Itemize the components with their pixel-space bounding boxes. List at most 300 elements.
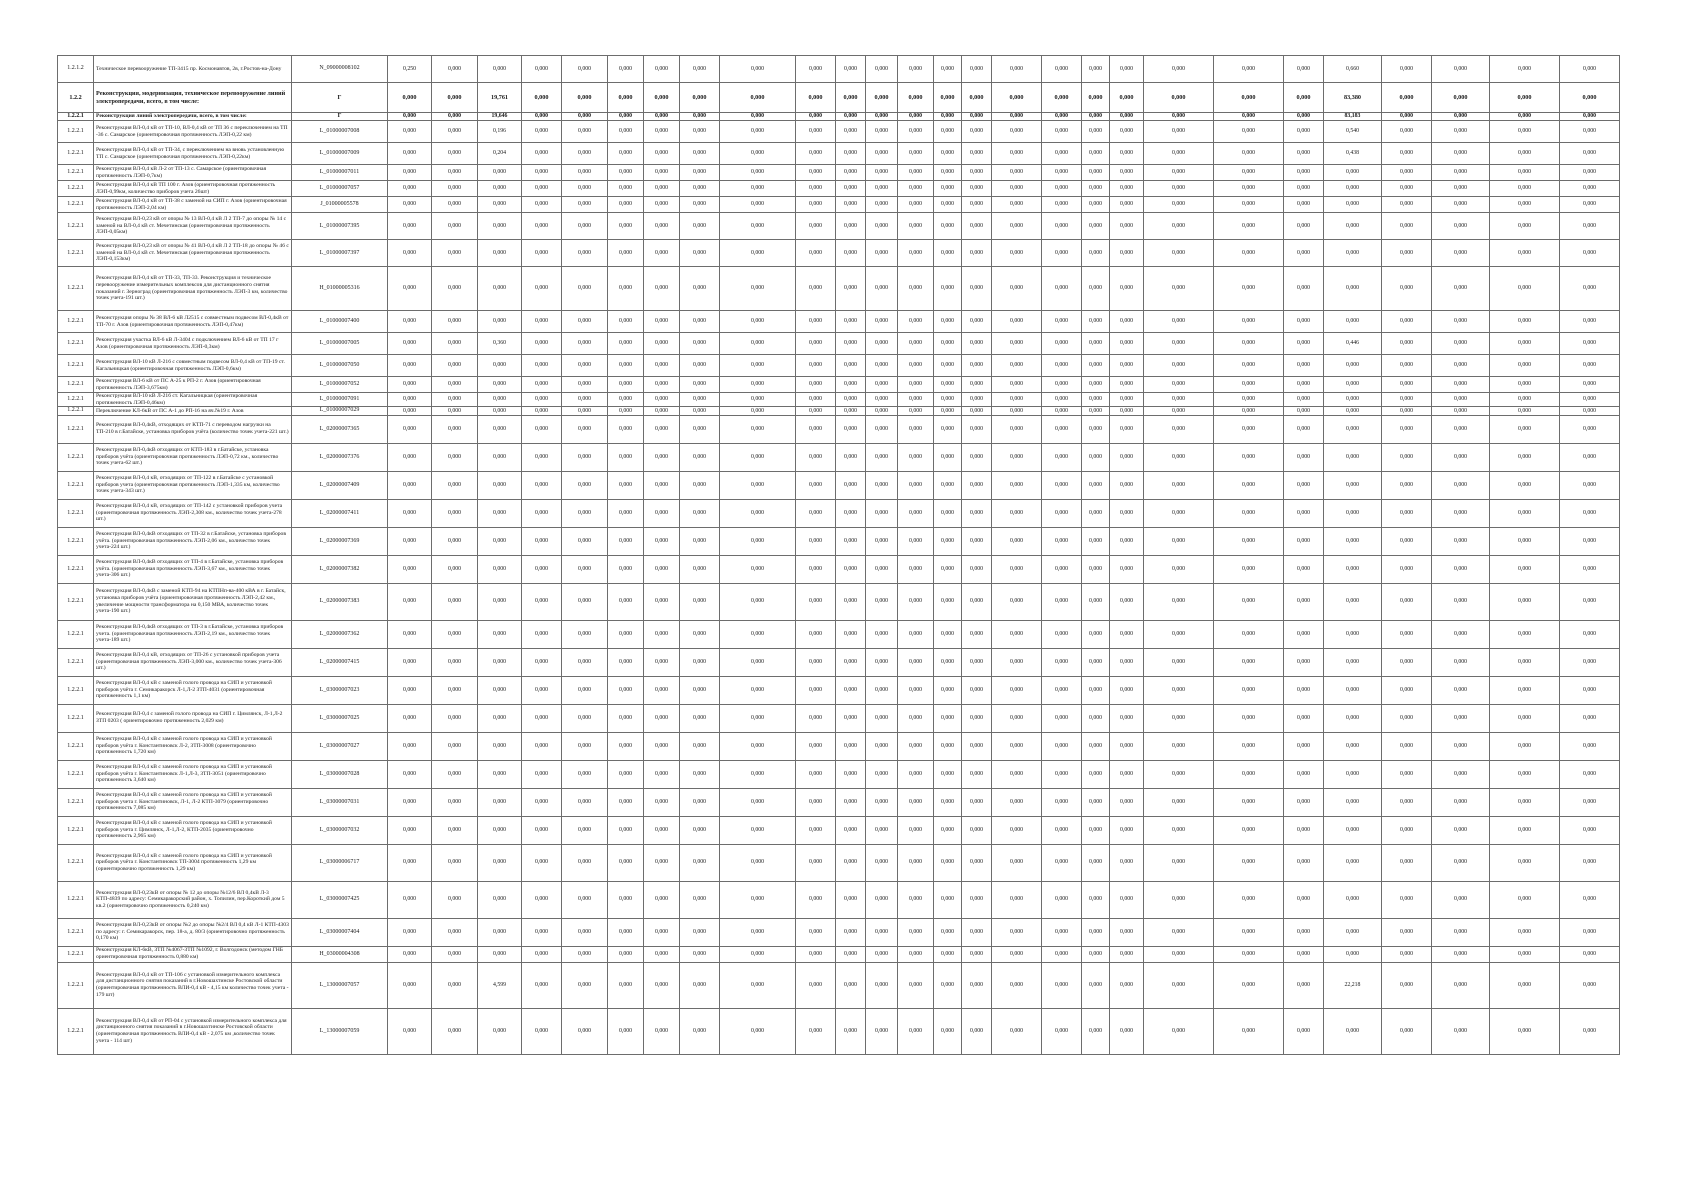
value-cell: 0,000 <box>720 267 796 311</box>
value-cell: 0,000 <box>898 962 934 1008</box>
value-cell: 0,000 <box>866 56 898 83</box>
value-cell: 0,000 <box>1110 121 1144 143</box>
value-cell: 0,000 <box>1082 393 1110 407</box>
value-cell: 0,000 <box>934 620 962 648</box>
value-cell: 0,000 <box>866 704 898 732</box>
value-cell: 0,000 <box>562 1008 608 1054</box>
value-cell: 0,000 <box>866 181 898 197</box>
value-cell: 0,000 <box>796 443 836 471</box>
value-cell: 0,000 <box>836 197 866 213</box>
value-cell: 0,000 <box>934 121 962 143</box>
value-cell: 0,000 <box>1110 760 1144 788</box>
value-cell: 0,000 <box>796 355 836 377</box>
value-cell: 0,000 <box>992 881 1042 918</box>
value-cell: 0,000 <box>522 197 562 213</box>
project-id-cell: L_01000007400 <box>292 311 388 333</box>
value-cell: 0,000 <box>796 499 836 527</box>
table-row <box>58 732 1620 760</box>
value-cell: 0,000 <box>1042 583 1082 620</box>
value-cell: 0,000 <box>562 121 608 143</box>
value-cell: 0,000 <box>608 143 644 165</box>
value-cell: 0,000 <box>562 355 608 377</box>
value-cell: 0,000 <box>478 788 522 816</box>
value-cell: 0,000 <box>680 355 720 377</box>
value-cell: 0,000 <box>388 676 432 704</box>
value-cell: 0,000 <box>680 311 720 333</box>
value-cell: 0,000 <box>1110 311 1144 333</box>
value-cell: 0,000 <box>432 197 478 213</box>
value-cell: 0,000 <box>1382 648 1432 676</box>
value-cell: 0,000 <box>644 415 680 443</box>
value-cell: 0,000 <box>1042 165 1082 181</box>
table-row <box>58 240 1620 267</box>
value-cell: 0,000 <box>1490 267 1560 311</box>
value-cell: 0,000 <box>836 333 866 355</box>
value-cell: 0,000 <box>522 113 562 121</box>
value-cell: 0,000 <box>1324 355 1382 377</box>
value-cell: 0,000 <box>644 240 680 267</box>
value-cell: 0,000 <box>522 311 562 333</box>
value-cell: 0,000 <box>1382 355 1432 377</box>
value-cell: 0,000 <box>1560 583 1620 620</box>
value-cell: 0,000 <box>1214 181 1284 197</box>
value-cell: 0,000 <box>796 267 836 311</box>
value-cell: 0,000 <box>1144 732 1214 760</box>
value-cell: 0,000 <box>720 816 796 844</box>
value-cell: 0,000 <box>796 881 836 918</box>
value-cell: 0,000 <box>644 732 680 760</box>
value-cell: 0,000 <box>1082 499 1110 527</box>
value-cell: 0,000 <box>934 583 962 620</box>
value-cell: 0,000 <box>1082 267 1110 311</box>
value-cell: 0,000 <box>1110 676 1144 704</box>
value-cell: 0,000 <box>720 844 796 881</box>
value-cell: 0,000 <box>1490 918 1560 946</box>
value-cell: 0,000 <box>1042 471 1082 499</box>
value-cell: 0,000 <box>720 648 796 676</box>
value-cell: 0,000 <box>1284 946 1324 962</box>
value-cell: 0,000 <box>796 844 836 881</box>
value-cell: 0,000 <box>1432 499 1490 527</box>
value-cell: 0,000 <box>1144 240 1214 267</box>
value-cell: 0,000 <box>432 732 478 760</box>
value-cell: 0,000 <box>866 816 898 844</box>
value-cell: 0,000 <box>1324 267 1382 311</box>
value-cell: 0,000 <box>608 816 644 844</box>
value-cell: 0,000 <box>1284 555 1324 583</box>
table-row <box>58 267 1620 311</box>
value-cell: 0,000 <box>1110 56 1144 83</box>
value-cell: 0,000 <box>1560 415 1620 443</box>
value-cell: 0,000 <box>1082 113 1110 121</box>
value-cell: 0,000 <box>1110 918 1144 946</box>
value-cell: 0,000 <box>608 881 644 918</box>
value-cell: 0,000 <box>962 1008 992 1054</box>
value-cell: 0,000 <box>1382 946 1432 962</box>
value-cell: 0,000 <box>934 355 962 377</box>
project-id-cell: L_03000007028 <box>292 760 388 788</box>
value-cell: 0,000 <box>432 704 478 732</box>
value-cell: 0,000 <box>608 443 644 471</box>
value-cell: 0,000 <box>1560 197 1620 213</box>
value-cell: 0,000 <box>836 499 866 527</box>
row-number-cell: 1.2.2.1 <box>58 527 94 555</box>
value-cell: 0,000 <box>1214 83 1284 113</box>
value-cell: 0,000 <box>866 267 898 311</box>
value-cell: 0,000 <box>388 181 432 197</box>
value-cell: 0,000 <box>608 393 644 407</box>
value-cell: 0,000 <box>680 555 720 583</box>
value-cell: 0,000 <box>608 197 644 213</box>
value-cell: 0,000 <box>608 583 644 620</box>
value-cell: 0,000 <box>1042 56 1082 83</box>
value-cell: 0,000 <box>1432 240 1490 267</box>
value-cell: 0,000 <box>522 213 562 240</box>
table-row <box>58 844 1620 881</box>
value-cell: 0,000 <box>836 143 866 165</box>
value-cell: 0,000 <box>562 165 608 181</box>
value-cell: 0,000 <box>562 788 608 816</box>
value-cell: 0,000 <box>1082 443 1110 471</box>
value-cell: 0,000 <box>644 962 680 1008</box>
value-cell: 0,000 <box>796 788 836 816</box>
value-cell: 0,000 <box>1214 213 1284 240</box>
value-cell: 0,000 <box>866 393 898 407</box>
value-cell: 0,000 <box>1490 881 1560 918</box>
value-cell: 0,000 <box>1560 393 1620 407</box>
value-cell: 0,000 <box>836 583 866 620</box>
value-cell: 0,000 <box>1284 620 1324 648</box>
value-cell: 0,000 <box>1324 407 1382 415</box>
row-number-cell: 1.2.2.1 <box>58 918 94 946</box>
value-cell: 0,000 <box>934 377 962 393</box>
value-cell: 0,000 <box>1560 83 1620 113</box>
value-cell: 0,000 <box>1082 143 1110 165</box>
value-cell: 0,000 <box>1284 165 1324 181</box>
row-number-cell: 1.2.2.1 <box>58 946 94 962</box>
value-cell: 0,000 <box>478 732 522 760</box>
value-cell: 0,000 <box>1324 676 1382 704</box>
value-cell: 0,000 <box>1432 407 1490 415</box>
value-cell: 0,000 <box>522 844 562 881</box>
value-cell: 0,000 <box>388 443 432 471</box>
table-row <box>58 946 1620 962</box>
value-cell: 0,000 <box>962 415 992 443</box>
project-name-cell: Реконструкция ВЛ-0,4 кВ Л-2 от ТП-13 с. Самарское (ориентировочная протяженность ЛЭП-0,7км) <box>94 165 292 181</box>
value-cell: 0,000 <box>1110 165 1144 181</box>
value-cell: 0,000 <box>866 881 898 918</box>
value-cell: 0,000 <box>836 732 866 760</box>
value-cell: 0,000 <box>1560 56 1620 83</box>
value-cell: 0,000 <box>1490 471 1560 499</box>
value-cell: 0,000 <box>432 443 478 471</box>
value-cell: 0,000 <box>562 197 608 213</box>
value-cell: 0,000 <box>866 499 898 527</box>
value-cell: 0,000 <box>680 676 720 704</box>
value-cell: 0,000 <box>432 946 478 962</box>
value-cell: 0,000 <box>992 676 1042 704</box>
row-number-cell: 1.2.2.1 <box>58 471 94 499</box>
value-cell: 0,000 <box>608 267 644 311</box>
value-cell: 0,000 <box>1042 527 1082 555</box>
project-name-cell: Реконструкция ВЛ-0,23 кВ от опоры № 13 ВЛ-0,4 кВ Л 2 ТП-7 до опоры № 14 с заменой на ВЛ-0,4 кВ ст. Мечетинская (ориентировочная протяженность ЛЭП-0,05км) <box>94 213 292 240</box>
value-cell: 0,000 <box>1432 165 1490 181</box>
value-cell: 0,000 <box>720 407 796 415</box>
value-cell: 0,000 <box>1324 881 1382 918</box>
table-row <box>58 113 1620 121</box>
value-cell: 0,000 <box>898 676 934 704</box>
value-cell: 0,000 <box>478 844 522 881</box>
value-cell: 0,000 <box>1214 333 1284 355</box>
row-number-cell: 1.2.1.2 <box>58 56 94 83</box>
value-cell: 0,000 <box>1382 676 1432 704</box>
value-cell: 0,000 <box>934 113 962 121</box>
value-cell: 0,000 <box>432 676 478 704</box>
table-row <box>58 676 1620 704</box>
value-cell: 0,000 <box>388 918 432 946</box>
value-cell: 0,000 <box>644 113 680 121</box>
value-cell: 0,000 <box>388 240 432 267</box>
value-cell: 0,000 <box>1324 555 1382 583</box>
value-cell: 0,000 <box>1382 165 1432 181</box>
value-cell: 0,000 <box>992 648 1042 676</box>
value-cell: 0,000 <box>1110 113 1144 121</box>
value-cell: 0,000 <box>866 197 898 213</box>
value-cell: 83,183 <box>1324 113 1382 121</box>
value-cell: 0,000 <box>962 377 992 393</box>
value-cell: 0,000 <box>522 443 562 471</box>
value-cell: 0,000 <box>836 377 866 393</box>
value-cell: 0,000 <box>680 407 720 415</box>
value-cell: 0,000 <box>992 333 1042 355</box>
value-cell: 0,000 <box>866 760 898 788</box>
value-cell: 0,000 <box>796 240 836 267</box>
value-cell: 0,000 <box>1214 676 1284 704</box>
value-cell: 0,000 <box>992 527 1042 555</box>
value-cell: 0,000 <box>432 844 478 881</box>
value-cell: 0,000 <box>1432 267 1490 311</box>
value-cell: 0,000 <box>962 213 992 240</box>
table-row <box>58 407 1620 415</box>
row-number-cell: 1.2.2.1 <box>58 333 94 355</box>
value-cell: 0,000 <box>1042 648 1082 676</box>
value-cell: 0,000 <box>680 816 720 844</box>
table-row <box>58 648 1620 676</box>
value-cell: 0,000 <box>1284 527 1324 555</box>
value-cell: 0,000 <box>962 113 992 121</box>
value-cell: 0,000 <box>720 732 796 760</box>
value-cell: 0,000 <box>962 407 992 415</box>
value-cell: 0,000 <box>644 333 680 355</box>
value-cell: 0,000 <box>522 83 562 113</box>
value-cell: 0,000 <box>644 620 680 648</box>
value-cell: 0,000 <box>1432 918 1490 946</box>
value-cell: 0,000 <box>680 181 720 197</box>
value-cell: 0,000 <box>796 407 836 415</box>
table-row <box>58 377 1620 393</box>
value-cell: 0,000 <box>1082 946 1110 962</box>
project-name-cell: Реконструкция ВЛ-0,4 кВ от ТП-38 с заменой на СИП г. Азов (ориентировочная протяженность ЛЭП-2,04 км) <box>94 197 292 213</box>
value-cell: 0,000 <box>1082 788 1110 816</box>
value-cell: 0,000 <box>1382 962 1432 1008</box>
value-cell: 0,000 <box>432 143 478 165</box>
value-cell: 0,000 <box>1560 788 1620 816</box>
value-cell: 0,000 <box>898 415 934 443</box>
project-id-cell: L_01000007395 <box>292 213 388 240</box>
project-id-cell: N_09000008102 <box>292 56 388 83</box>
project-name-cell: Реконструкция ВЛ-0,4 с заменой голого провода на СИП г. Цимлянск, Л-1,Л-2 ЗТП 0203 ( ориентировочно протяженность 2,029 км) <box>94 704 292 732</box>
table-row <box>58 620 1620 648</box>
value-cell: 0,000 <box>898 181 934 197</box>
value-cell: 0,000 <box>866 121 898 143</box>
value-cell: 0,000 <box>644 844 680 881</box>
project-name-cell: Реконструкция ВЛ-0,23кВ от опоры №2 до опоры №2/4 ВЛ 0,4 кВ Л-1 КТП-4303 по адресу: г. Семикаракорск, пер. 18-а, д. 80/3 (ориентировочно протяженность 0,170 км) <box>94 918 292 946</box>
value-cell: 0,000 <box>644 471 680 499</box>
project-id-cell: L_01000007050 <box>292 355 388 377</box>
value-cell: 0,000 <box>1560 333 1620 355</box>
value-cell: 0,000 <box>992 197 1042 213</box>
value-cell: 0,000 <box>1560 844 1620 881</box>
value-cell: 0,438 <box>1324 143 1382 165</box>
value-cell: 0,000 <box>522 333 562 355</box>
value-cell: 0,000 <box>836 527 866 555</box>
value-cell: 0,000 <box>432 165 478 181</box>
value-cell: 0,000 <box>388 760 432 788</box>
project-id-cell: L_01000007029 <box>292 407 388 415</box>
value-cell: 0,000 <box>898 583 934 620</box>
table-row <box>58 121 1620 143</box>
value-cell: 0,000 <box>680 962 720 1008</box>
value-cell: 0,000 <box>478 816 522 844</box>
value-cell: 0,000 <box>720 676 796 704</box>
value-cell: 0,000 <box>1284 56 1324 83</box>
value-cell: 0,000 <box>962 355 992 377</box>
value-cell: 0,000 <box>522 407 562 415</box>
value-cell: 0,000 <box>1432 816 1490 844</box>
value-cell: 0,000 <box>720 946 796 962</box>
value-cell: 0,000 <box>934 213 962 240</box>
table-row <box>58 143 1620 165</box>
value-cell: 0,000 <box>608 1008 644 1054</box>
value-cell: 0,000 <box>866 165 898 181</box>
value-cell: 0,000 <box>898 143 934 165</box>
row-number-cell: 1.2.2.1 <box>58 165 94 181</box>
value-cell: 0,000 <box>1110 648 1144 676</box>
value-cell: 0,000 <box>1284 962 1324 1008</box>
value-cell: 0,000 <box>836 407 866 415</box>
value-cell: 0,000 <box>478 648 522 676</box>
value-cell: 0,000 <box>522 1008 562 1054</box>
value-cell: 0,000 <box>522 355 562 377</box>
value-cell: 0,000 <box>522 56 562 83</box>
value-cell: 0,000 <box>720 1008 796 1054</box>
project-name-cell: Реконструкция ВЛ-0,4 кВ с заменой голого провода на СИП и установкой приборов учета г. Цимлянск, Л-1,Л-2, КТП-2035 (ориентировочно протяженность 2,965 км) <box>94 816 292 844</box>
table-row <box>58 471 1620 499</box>
value-cell: 0,000 <box>522 555 562 583</box>
row-number-cell: 1.2.2.1 <box>58 844 94 881</box>
value-cell: 0,000 <box>1382 415 1432 443</box>
row-number-cell: 1.2.2.1 <box>58 415 94 443</box>
value-cell: 0,000 <box>1560 816 1620 844</box>
value-cell: 0,000 <box>1042 333 1082 355</box>
value-cell: 0,000 <box>562 583 608 620</box>
value-cell: 0,000 <box>1284 1008 1324 1054</box>
value-cell: 0,000 <box>388 83 432 113</box>
value-cell: 0,000 <box>992 760 1042 788</box>
project-name-cell: Реконструкция ВЛ-0,4 кВ от ТП-106 с установкой измерительного комплекса для дистанционного снятия показаний в г.Новошахтинске Ростовской области (ориентировочная протяженность ВЛИ-0,4 кВ - 4,15 км количество точек учета - 179 шт) <box>94 962 292 1008</box>
row-number-cell: 1.2.2.1 <box>58 648 94 676</box>
value-cell: 0,000 <box>720 377 796 393</box>
value-cell: 0,000 <box>1382 121 1432 143</box>
value-cell: 0,000 <box>1042 760 1082 788</box>
value-cell: 0,000 <box>934 962 962 1008</box>
table-row <box>58 704 1620 732</box>
value-cell: 0,000 <box>388 583 432 620</box>
value-cell: 0,000 <box>720 499 796 527</box>
value-cell: 0,000 <box>562 333 608 355</box>
table-row <box>58 393 1620 407</box>
value-cell: 0,000 <box>992 377 1042 393</box>
value-cell: 0,000 <box>432 355 478 377</box>
value-cell: 0,000 <box>522 527 562 555</box>
value-cell: 0,000 <box>644 676 680 704</box>
value-cell: 0,000 <box>388 377 432 393</box>
value-cell: 0,000 <box>1042 240 1082 267</box>
value-cell: 0,000 <box>432 918 478 946</box>
value-cell: 0,000 <box>562 648 608 676</box>
value-cell: 0,000 <box>992 471 1042 499</box>
value-cell: 0,000 <box>796 56 836 83</box>
value-cell: 0,000 <box>478 181 522 197</box>
row-number-cell: 1.2.2.1 <box>58 816 94 844</box>
value-cell: 0,000 <box>836 704 866 732</box>
value-cell: 0,000 <box>680 788 720 816</box>
value-cell: 0,000 <box>1324 648 1382 676</box>
value-cell: 0,000 <box>866 443 898 471</box>
value-cell: 0,000 <box>720 527 796 555</box>
value-cell: 0,000 <box>934 499 962 527</box>
project-id-cell: L_03000007425 <box>292 881 388 918</box>
value-cell: 0,000 <box>1110 583 1144 620</box>
value-cell: 0,000 <box>796 620 836 648</box>
value-cell: 0,000 <box>644 816 680 844</box>
value-cell: 0,000 <box>1284 121 1324 143</box>
value-cell: 0,000 <box>1214 165 1284 181</box>
value-cell: 0,000 <box>1284 407 1324 415</box>
value-cell: 0,000 <box>934 881 962 918</box>
value-cell: 0,000 <box>432 311 478 333</box>
value-cell: 0,000 <box>608 499 644 527</box>
value-cell: 0,000 <box>836 240 866 267</box>
row-number-cell: 1.2.2.1 <box>58 393 94 407</box>
value-cell: 0,000 <box>388 499 432 527</box>
value-cell: 0,000 <box>1560 760 1620 788</box>
value-cell: 0,000 <box>680 240 720 267</box>
value-cell: 0,000 <box>680 333 720 355</box>
value-cell: 0,000 <box>388 962 432 1008</box>
value-cell: 0,000 <box>1382 527 1432 555</box>
value-cell: 0,000 <box>1284 333 1324 355</box>
value-cell: 0,000 <box>1144 704 1214 732</box>
value-cell: 0,000 <box>796 213 836 240</box>
value-cell: 0,000 <box>1110 377 1144 393</box>
value-cell: 0,000 <box>1110 620 1144 648</box>
value-cell: 0,000 <box>562 56 608 83</box>
value-cell: 0,000 <box>1560 962 1620 1008</box>
project-id-cell: L_02000007365 <box>292 415 388 443</box>
value-cell: 0,000 <box>1382 213 1432 240</box>
value-cell: 0,000 <box>432 1008 478 1054</box>
